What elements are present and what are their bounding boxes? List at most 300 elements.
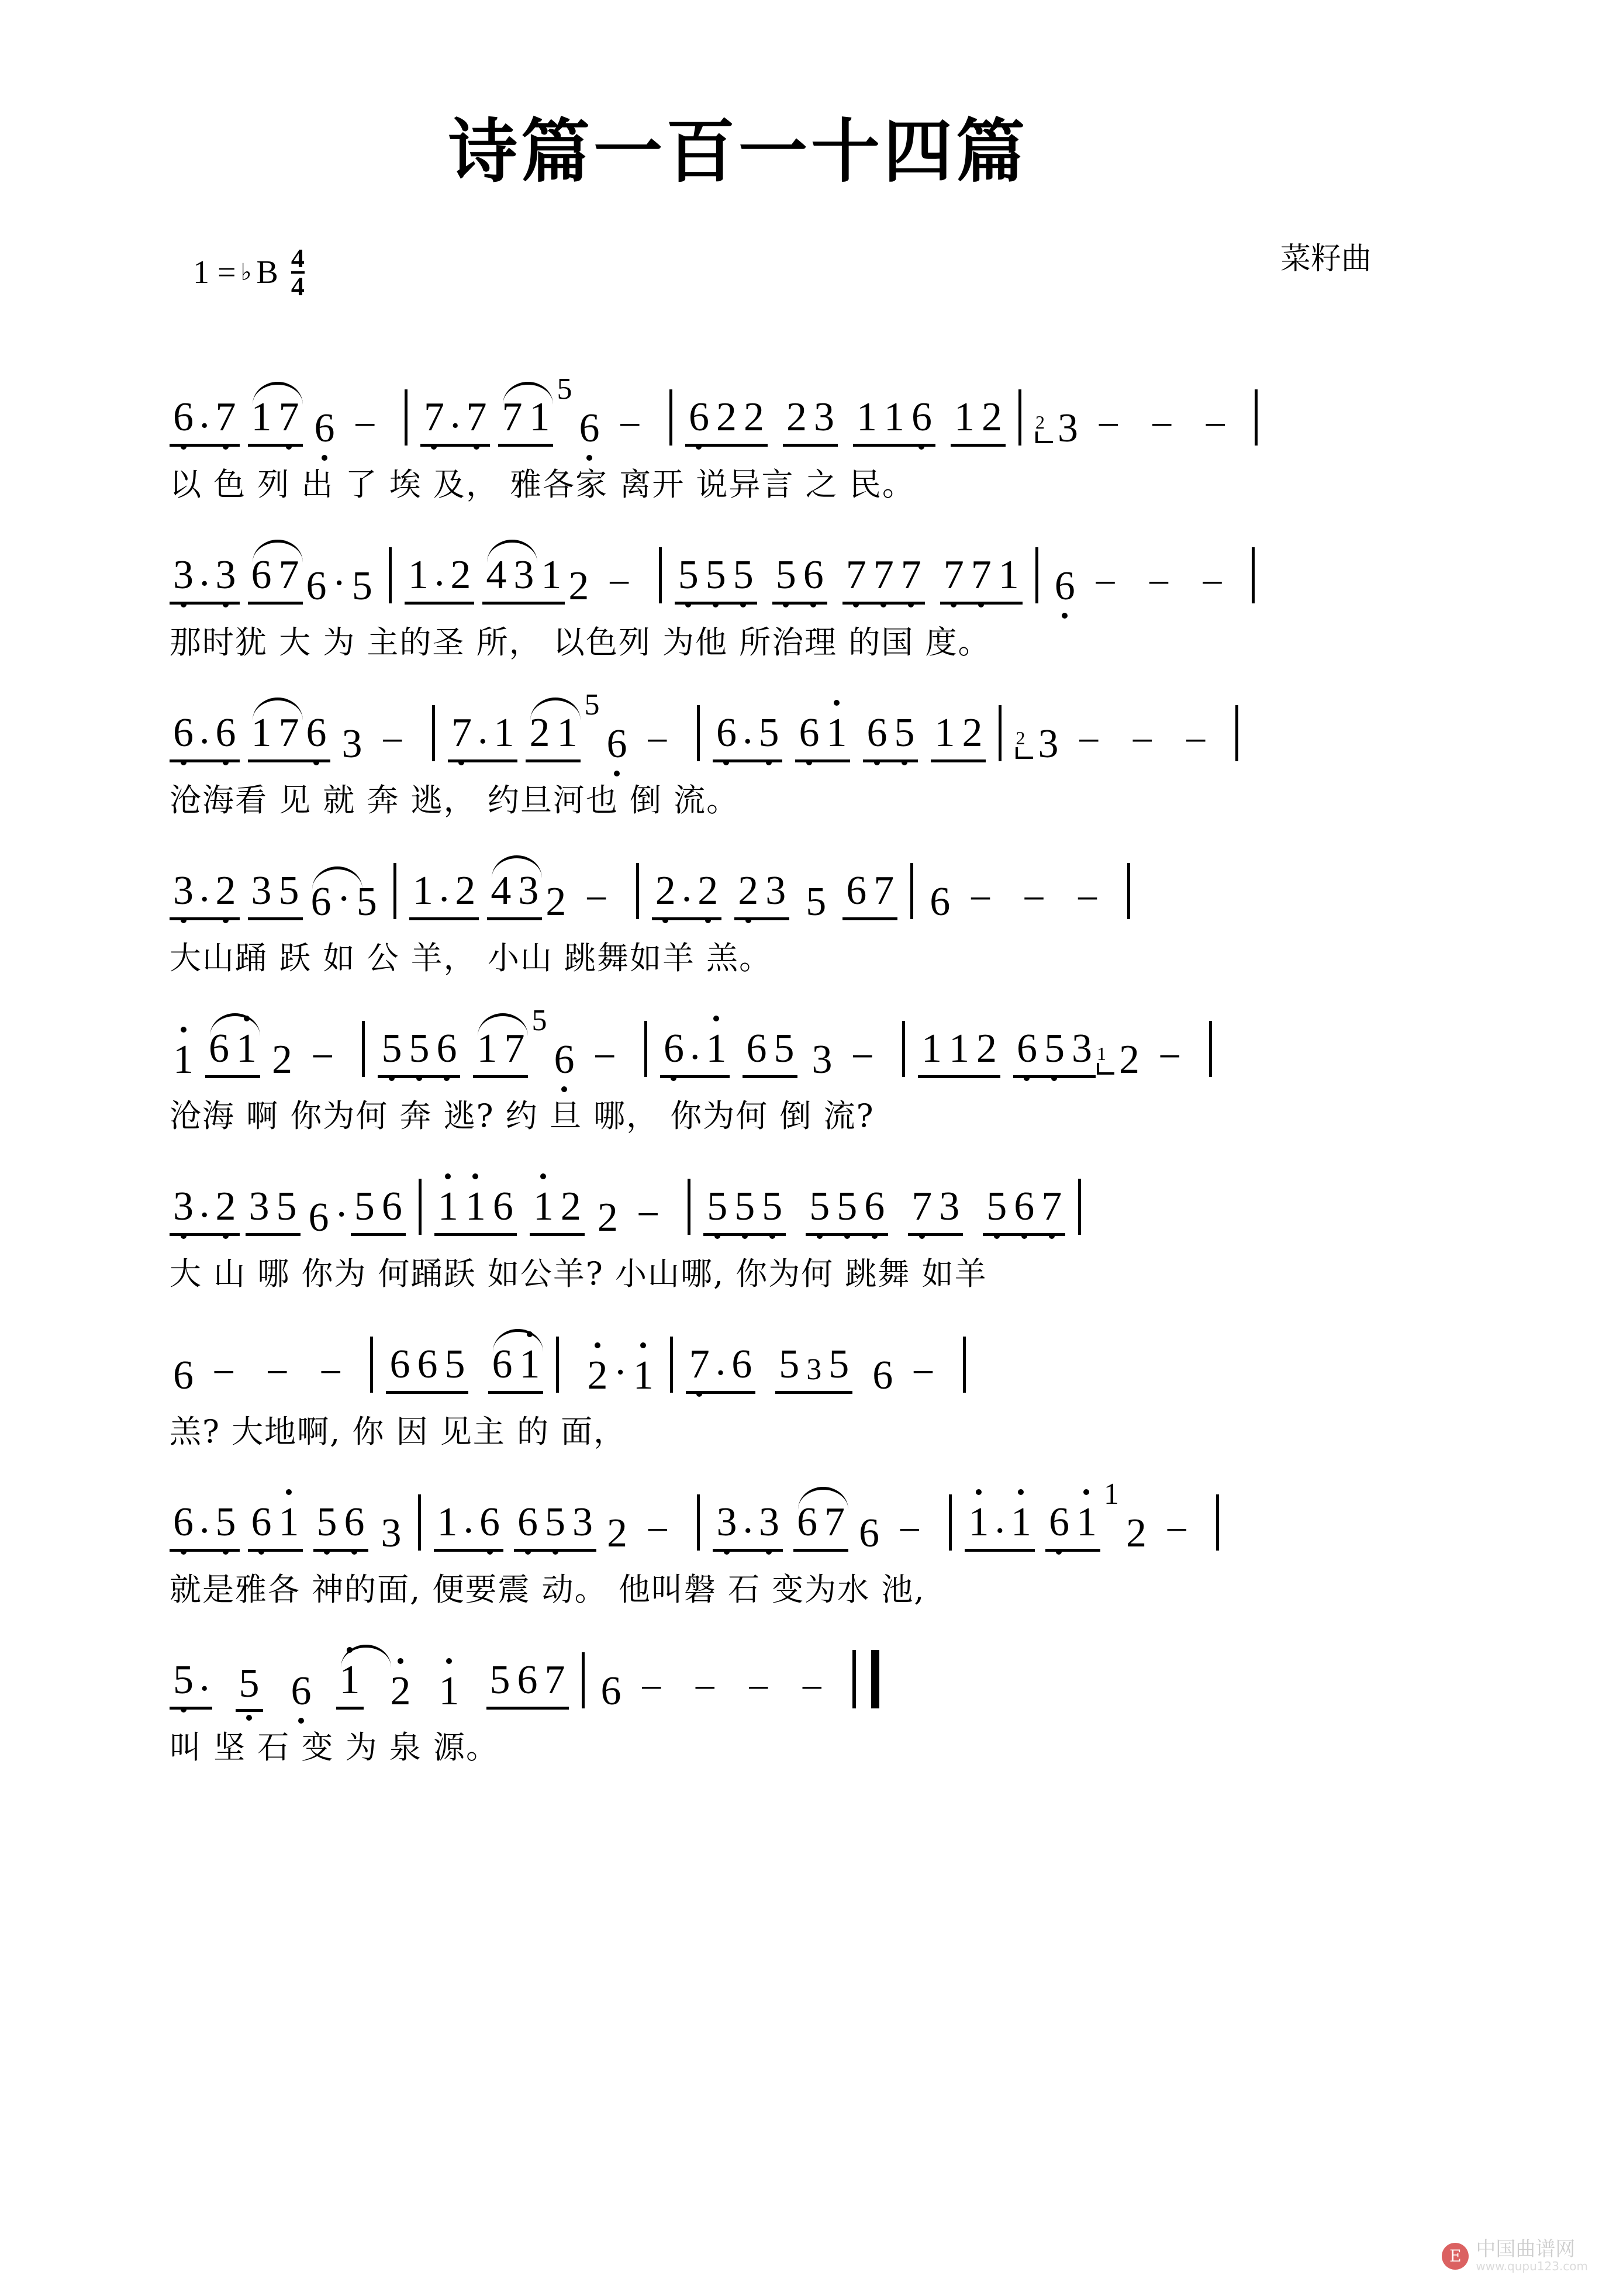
note-group (170, 707, 240, 762)
grace-note: 5 (557, 372, 572, 406)
meter-numerator: 4 (291, 243, 305, 273)
note: 5 (703, 1186, 731, 1227)
note-group (248, 710, 330, 762)
note: 2 (272, 1037, 292, 1082)
note: 1 (856, 395, 877, 440)
aug-dot: . (689, 1023, 700, 1068)
note: 6 (306, 564, 327, 609)
note: 6 (170, 1502, 197, 1543)
note: 1 (248, 397, 275, 438)
note-group (743, 1028, 797, 1078)
note: 1 (436, 1671, 463, 1712)
barline (644, 1021, 647, 1077)
watermark (1442, 2239, 1588, 2273)
note: 3 (248, 1184, 270, 1229)
system-4-notes (170, 848, 1465, 923)
note: 6 (514, 1502, 541, 1543)
duration-dash: − (607, 561, 631, 606)
system-9-notes (170, 1637, 1465, 1712)
duration-dash: − (1150, 403, 1173, 448)
note-group (685, 397, 768, 447)
note: 2 (976, 1026, 997, 1071)
aug-dot: · (334, 1192, 348, 1237)
meter-denominator: 4 (291, 271, 305, 301)
system-7 (0, 1321, 1623, 1462)
note: 3 (381, 1511, 402, 1556)
note: 3 (1071, 1026, 1092, 1071)
note: 5 (354, 1184, 375, 1229)
note: 6 (173, 1353, 194, 1398)
note: 5 (276, 1184, 297, 1229)
note-group (795, 710, 850, 762)
note: 1 (557, 710, 578, 755)
barline (910, 863, 913, 919)
note: 2 (597, 1195, 618, 1240)
note-group (863, 710, 918, 762)
note: 1 (473, 1028, 500, 1069)
note: 7 (212, 397, 240, 438)
duration-dash: − (585, 876, 608, 921)
note: 5 (278, 868, 299, 913)
note: 6 (492, 1184, 513, 1229)
watermark-logo-icon: E (1442, 2243, 1469, 2270)
note: 2 (716, 395, 737, 440)
barline (697, 705, 700, 761)
system-4 (0, 848, 1623, 988)
note-group (983, 1186, 1065, 1236)
note: 6 (288, 1671, 315, 1712)
system-9 (0, 1637, 1623, 1777)
note: 7 (278, 710, 299, 755)
page-title: 诗篇一百一十四篇 (448, 111, 1028, 192)
note-group (434, 1186, 517, 1236)
note: 2 (607, 1511, 627, 1556)
note-group (170, 391, 240, 447)
aug-dot: . (715, 1339, 726, 1384)
grace-note: 5 (584, 688, 600, 721)
note: 7 (544, 1658, 565, 1703)
duration-dash: − (1165, 1508, 1189, 1553)
note: 7 (940, 555, 968, 596)
note: 6 (685, 397, 713, 438)
note: 1 (233, 1028, 260, 1069)
aug-dot: · (613, 1350, 627, 1395)
system-6-notes (170, 1163, 1465, 1238)
note: 7 (686, 1344, 713, 1385)
note: 7 (498, 397, 526, 438)
note: 6 (417, 1342, 438, 1387)
note: 7 (968, 555, 995, 596)
duration-dash: − (381, 719, 404, 764)
barline (697, 1494, 700, 1551)
note: 6 (389, 1342, 410, 1387)
key-label: 1 = (193, 254, 236, 291)
note-group (473, 1028, 528, 1078)
note: 5 (730, 555, 757, 596)
aug-dot: . (681, 865, 692, 910)
note: 1 (437, 1500, 458, 1545)
note: 7 (908, 1186, 935, 1227)
duration-dash: − (1022, 876, 1046, 921)
note: 5 (351, 564, 372, 609)
note: 3 (251, 868, 272, 913)
barline (405, 389, 408, 446)
note: 2 (212, 1186, 240, 1227)
note-group (313, 1502, 368, 1552)
note: 6 (800, 555, 827, 596)
note: 1 (948, 1026, 969, 1071)
note: 1 (1007, 1502, 1035, 1543)
system-8 (0, 1479, 1623, 1620)
note: 2 (560, 1184, 581, 1229)
note: 5 (983, 1186, 1010, 1227)
note: 1 (412, 868, 433, 913)
time-signature (291, 243, 305, 301)
aug-dot: . (199, 1181, 210, 1226)
duration-dash: − (319, 1350, 343, 1395)
system-2-lyrics: 那时犹 大 为 主的圣 所， 以色列 为他 所治理 的国 度。 (170, 623, 991, 661)
note-group (386, 1344, 468, 1394)
barline (389, 547, 392, 603)
note: 7 (420, 397, 448, 438)
note-group (931, 710, 986, 762)
note: 6 (863, 713, 890, 754)
note: 6 (517, 1658, 538, 1703)
note: 5 (772, 555, 800, 596)
note: 1 (702, 1028, 730, 1069)
note: 3 (212, 555, 240, 596)
watermark-site-url: www.qupu123.com (1476, 2259, 1588, 2273)
note-group (487, 868, 542, 920)
note: 5 (356, 879, 377, 924)
aug-dot: . (742, 707, 753, 752)
note: 3 (765, 868, 786, 913)
note: 3 (813, 395, 834, 440)
final-barline (852, 1650, 879, 1708)
grace-note: 5 (531, 1004, 547, 1037)
note-group (775, 1344, 852, 1394)
note-group (734, 868, 789, 920)
note: 1 (408, 553, 429, 598)
note: 7 (462, 397, 490, 438)
note-group (170, 549, 240, 605)
note-group (703, 1186, 786, 1236)
note-group (420, 391, 491, 447)
note: 6 (308, 1195, 329, 1240)
duration-dash: − (353, 403, 377, 448)
note: 5 (212, 1502, 240, 1543)
note: 1 (998, 553, 1019, 598)
system-7-lyrics: 羔? 大地啊, 你 因 见主 的 面， (170, 1413, 627, 1450)
barline (1209, 1021, 1212, 1077)
note: 6 (872, 1353, 893, 1398)
barline (999, 705, 1002, 761)
note: 2 (545, 879, 567, 924)
note: 6 (1013, 1028, 1041, 1069)
note: 1 (529, 395, 550, 440)
note: 1 (493, 710, 514, 755)
note-group (713, 1496, 783, 1552)
note: 2 (455, 868, 476, 913)
system-5-notes (170, 1006, 1465, 1080)
note: 2 (1118, 1037, 1139, 1082)
note-group (448, 707, 518, 762)
note: 2 (694, 871, 721, 912)
note: 6 (793, 1502, 821, 1543)
note: 5 (806, 879, 827, 924)
note: 5 (702, 555, 730, 596)
note-group (170, 865, 240, 920)
barline (556, 1337, 559, 1393)
note: 6 (308, 882, 335, 923)
note: 5 (758, 1186, 786, 1227)
note: 1 (516, 1344, 543, 1385)
key-name: B (256, 254, 278, 291)
aug-dot: · (332, 561, 346, 606)
system-2-notes (170, 532, 1465, 607)
note: 7 (873, 868, 895, 913)
note: 7 (448, 713, 475, 754)
barline (1255, 389, 1258, 446)
note: 6 (488, 1344, 516, 1385)
barline (1018, 389, 1021, 446)
tie-slur (341, 1645, 391, 1667)
note: 6 (660, 1028, 688, 1069)
note: 1 (275, 1502, 303, 1543)
note: 2 (387, 1671, 415, 1712)
note-group (170, 1180, 240, 1236)
note-group (248, 1502, 303, 1552)
note: 2 (786, 395, 807, 440)
note: 7 (870, 555, 897, 596)
note-group (248, 397, 303, 447)
watermark-site-name: 中国曲谱网 (1476, 2238, 1576, 2262)
duration-dash: − (646, 1508, 669, 1553)
note: 7 (1038, 1186, 1065, 1227)
note-group (853, 397, 935, 447)
note-group (526, 710, 581, 762)
note-group (675, 555, 757, 605)
note: 3 (1057, 406, 1078, 451)
note: 6 (170, 397, 197, 438)
note: 7 (275, 397, 303, 438)
note: 6 (433, 1028, 460, 1069)
note: 5 (806, 1186, 833, 1227)
note-group (842, 868, 897, 920)
barline (670, 1337, 673, 1393)
note: 6 (212, 713, 240, 754)
system-3-notes (170, 690, 1465, 765)
note: 6 (731, 1342, 752, 1387)
system-5-lyrics: 沧海 啊 你为何 奔 逃? 约 旦 哪， 你为何 倒 流? (170, 1097, 875, 1134)
duration-dash: − (1076, 876, 1099, 921)
duration-dash: − (1184, 719, 1207, 764)
note: 7 (842, 555, 870, 596)
note: 6 (600, 1669, 621, 1714)
note-group (652, 865, 722, 920)
duration-dash: − (747, 1666, 770, 1711)
note: 6 (846, 868, 867, 913)
note: 6 (858, 1511, 879, 1556)
duration-dash: − (1077, 719, 1100, 764)
note-group (940, 555, 1023, 605)
system-8-lyrics: 就是雅各 神的面, 便要震 动。 他叫磐 石 变为水 池, (170, 1570, 926, 1608)
note-group (498, 397, 553, 447)
note: 1 (921, 1026, 942, 1071)
barline (362, 1021, 365, 1077)
note-group (336, 1660, 364, 1710)
note-group (486, 1660, 569, 1710)
duration-dash: − (618, 403, 641, 448)
system-6 (0, 1163, 1623, 1304)
note: 2 (583, 1355, 611, 1396)
note: 5 (828, 1342, 850, 1387)
note: 7 (504, 1026, 525, 1071)
note-group (530, 1186, 585, 1236)
aug-dot: . (199, 392, 210, 437)
note: 1 (462, 1186, 489, 1227)
note: 1 (541, 553, 562, 598)
note: 5 (779, 1342, 800, 1387)
aug-dot: . (199, 1497, 210, 1542)
duration-dash: − (1158, 1034, 1182, 1079)
barline (1252, 547, 1255, 603)
duration-dash: − (851, 1034, 874, 1079)
note-group (248, 555, 303, 605)
note: 6 (603, 724, 630, 765)
note-group (170, 1496, 240, 1552)
duration-dash: − (311, 1034, 334, 1079)
note: 2 (981, 395, 1002, 440)
duration-dash: − (911, 1350, 935, 1395)
duration-dash: − (1096, 403, 1120, 448)
aug-dot: . (199, 707, 210, 752)
note: 5 (378, 1028, 405, 1069)
system-6-lyrics: 大 山 哪 你为 何踊跃 如公羊? 小山哪, 你为何 跳舞 如羊 (170, 1255, 987, 1292)
grace-note: 1 (1103, 1477, 1119, 1511)
system-5 (0, 1006, 1623, 1146)
note: 5 (1041, 1028, 1068, 1069)
duration-dash: − (1203, 403, 1227, 448)
note-group (351, 1186, 406, 1236)
note-group (951, 397, 1006, 447)
note-group (170, 1654, 212, 1710)
barline (636, 863, 639, 919)
system-3-lyrics: 沧海看 见 就 奔 逃， 约旦河也 倒 流。 (170, 781, 740, 819)
system-8-notes (170, 1479, 1465, 1554)
system-4-lyrics: 大山踊 跃 如 公 羊， 小山 跳舞如羊 羔。 (170, 939, 772, 976)
note: 6 (1051, 566, 1079, 607)
note-group (482, 555, 565, 605)
aug-dot: . (477, 707, 488, 752)
note: 5 (313, 1502, 341, 1543)
barline (949, 1494, 952, 1551)
note: 3 (755, 1502, 783, 1543)
note: 1 (530, 1186, 557, 1227)
aug-dot: . (450, 392, 461, 437)
barline (1216, 1494, 1219, 1551)
note-group (514, 1502, 596, 1552)
note: 7 (897, 555, 925, 596)
note: 2 (962, 710, 983, 755)
repeat-ending: 2 (1035, 413, 1053, 443)
note: 2 (212, 871, 240, 912)
note: 5 (170, 1660, 197, 1701)
note: 6 (795, 713, 823, 754)
note: 1 (336, 1660, 364, 1701)
note: 6 (746, 1026, 767, 1071)
system-7-notes (170, 1321, 1465, 1396)
note: 7 (824, 1500, 845, 1545)
note: 3 (572, 1500, 593, 1545)
system-1-lyrics: 以 色 列 出 了 埃 及， 雅各家 离开 说异言 之 民。 (170, 465, 915, 503)
note: 6 (205, 1028, 233, 1069)
note: 2 (1125, 1511, 1147, 1556)
duration-dash: − (212, 1350, 236, 1395)
note: 6 (1045, 1502, 1073, 1543)
note: 5 (833, 1186, 861, 1227)
aug-dot: . (743, 1497, 753, 1542)
note: 6 (341, 1502, 368, 1543)
note: 1 (883, 395, 904, 440)
note: 1 (630, 1355, 657, 1396)
duration-dash: − (1130, 719, 1154, 764)
repeat-ending: 1 (1097, 1044, 1114, 1075)
barline (393, 863, 396, 919)
note-group (772, 555, 827, 605)
note-group (378, 1028, 460, 1078)
note: 3 (170, 871, 197, 912)
barline (659, 547, 662, 603)
note-group (713, 707, 783, 762)
barline (582, 1652, 585, 1708)
note: 5 (236, 1663, 263, 1712)
note: 2 (526, 713, 553, 754)
note: 6 (575, 408, 603, 449)
duration-dash: − (640, 1666, 663, 1711)
note: 1 (954, 395, 975, 440)
note-group (205, 1028, 260, 1078)
note-group (488, 1344, 543, 1394)
barline (432, 705, 435, 761)
note-group (246, 1186, 301, 1236)
note-group (918, 1028, 1000, 1078)
note: 3 (806, 1353, 822, 1386)
note: 1 (248, 713, 275, 754)
note: 5 (444, 1342, 465, 1387)
system-1 (0, 374, 1623, 515)
barline (1127, 863, 1130, 919)
note-group (434, 1496, 504, 1552)
note-group (405, 549, 475, 605)
note: 5 (405, 1028, 433, 1069)
note: 3 (170, 1186, 197, 1227)
duration-dash: − (636, 1192, 660, 1237)
note: 6 (170, 713, 197, 754)
note: 5 (675, 555, 702, 596)
note: 3 (939, 1184, 960, 1229)
note: 2 (743, 395, 764, 440)
note: 7 (278, 553, 299, 598)
duration-dash: − (645, 719, 669, 764)
aug-dot: . (199, 865, 210, 910)
note: 2 (652, 871, 679, 912)
note-group (793, 1502, 848, 1552)
system-9-lyrics: 叫 坚 石 变 为 泉 源。 (170, 1728, 499, 1766)
barline (902, 1021, 905, 1077)
note: 5 (773, 1026, 795, 1071)
note: 6 (248, 1502, 275, 1543)
